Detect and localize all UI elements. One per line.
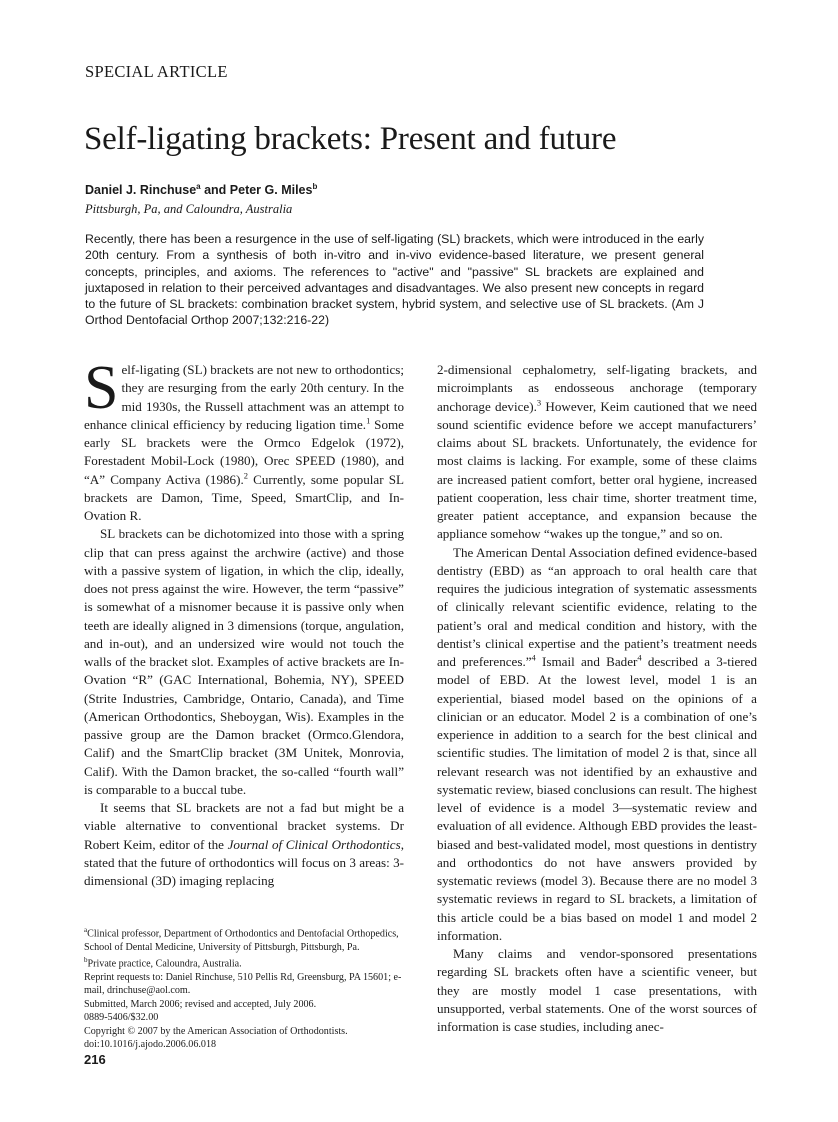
text-run: , stated that the future of orthodontics will focus on 3 areas: 3-dimensional (3D) imaging replacing: [84, 836, 404, 888]
body-column-right: [437, 361, 757, 1036]
text-run: However, Keim cautioned that we need sound scientific evidence before we accept manufacturers’ claims about SL brackets. Unfortunately, the evidence for most claims is lacking. For example, some of these claims are increased patient comfort, better oral hygiene, increased patient cooperation, less chair time, shorter treatment time, greater patient acceptance, and expansion because the appliance somehow “wakes up the tongue,” and so on.: [437, 398, 757, 542]
body-paragraph: [84, 799, 404, 890]
body-paragraph: [84, 354, 405, 525]
text-run: elf-ligating (SL) brackets are not new to orthodontics; they are resurging from the early 20th century. In the mid 1930s, the Russell attachment was an attempt to enhance clinical efficiency by reducing ligation time.: [84, 362, 405, 432]
author-affiliation: Pittsburgh, Pa, and Caloundra, Australia: [85, 202, 293, 216]
footnote-marker: a: [84, 926, 88, 934]
body-paragraph: [437, 544, 757, 946]
text-run: It seems that SL brackets are not a fad but might be a viable alternative to conventional bracket systems. Dr Robert Keim, editor of the: [84, 800, 404, 852]
author-name: Peter G. Miles: [229, 183, 313, 198]
citation-marker: 1: [366, 415, 371, 426]
citation-marker: 4: [637, 652, 642, 663]
author-name: Daniel J. Rinchuse: [85, 183, 197, 198]
citation-marker: 4: [531, 652, 536, 663]
footnote-marker: b: [84, 956, 88, 965]
issn: 0889-5406/$32.00: [84, 1012, 159, 1024]
drop-cap: S: [84, 354, 119, 422]
footnotes: [84, 924, 414, 1051]
text-run: SL brackets can be dichotomized into those with a spring clip that can press against the archwire (active) and those with a passive system of ligation, in which the clip, ideally, does not press against the wire. However, the term “passive” is somewhat of a misnomer because it is passive only when teeth are ideally aligned in 3 dimensions (torque, angulation, and in-out), and an undersized wire would not touch the walls of the bracket slot. Examples of active brackets are In-Ovation “R” (GAC International, Bohemia, NY), SPEED (Strite Industries, Cambridge, Ontario, Canada), and Time (American Orthodontics, Sheboygan, Wis). Examples in the passive group are the Damon bracket (Ormco.Glendora, Calif) and the SmartClip bracket (3M Unitek, Monrovia, Calif). With the Damon bracket, the so-called “fourth wall” is comparable to a buccal tube.: [84, 526, 404, 797]
footnote-b: [84, 954, 414, 971]
author-joiner: and: [200, 183, 230, 198]
citation-marker: 3: [536, 397, 542, 408]
footnote-text: Private practice, Caloundra, Australia.: [87, 958, 242, 970]
page-number: 216: [84, 1052, 106, 1067]
footnote-text: Clinical professor, Department of Orthodontics and Dentofacial Orthopedics, School of Dental Medicine, University of Pittsburgh, Pittsburgh, Pa.: [84, 928, 399, 953]
copyright: Copyright © 2007 by the American Association of Orthodontists.: [84, 1025, 348, 1037]
text-run: described a 3-tiered model of EBD. At the lowest level, model 1 is an experiential, biased model based on the opinions of a clinician or an educator. Model 2 is a combination of one’s experience in addition to a search for the best clinical and scientific studies. The limitation of model 2 is that, since all relevant research was not identified by an exhaustive and systematic review, biased conclusions can result. The highest level of evidence is a model 3—systematic review and evaluation of all evidence. Although EBD provides the least-biased and best-validated model, most questions in dentistry and orthodontics do not have answers provided by systematic reviews (model 3). Because there are no model 3 systematic reviews in regard to SL brackets, a limitation of this article could be a bias based on model 1 and model 2 information.: [437, 654, 757, 943]
reprint-requests: Reprint requests to: Daniel Rinchuse, 510 Pellis Rd, Greensburg, PA 15601; e-mail, drinchuse@aol.com.: [84, 971, 402, 997]
text-run: Currently, some popular SL brackets are Damon, Time, Speed, SmartClip, and In-Ovation R.: [84, 471, 404, 523]
body-paragraph: [437, 945, 757, 1036]
text-run: The American Dental Association defined evidence-based dentistry (EBD) as “an approach to oral health care that requires the judicious integration of systematic assessments of clinically relevant scientific evidence, relating to the patient’s oral and medical condition and history, with the dentist’s clinical expertise and the patient’s treatment needs and preferences.”: [437, 544, 757, 669]
citation-marker: 2: [243, 470, 248, 481]
section-label: SPECIAL ARTICLE: [85, 62, 228, 81]
abstract: Recently, there has been a resurgence in the use of self-ligating (SL) brackets, which were introduced in the early 20th century. From a synthesis of both in-vitro and in-vivo evidence-based literature, we present general concepts, principles, and axioms. The references to "active" and "passive" SL brackets are explained and juxtaposed in relation to their perceived advantages and disadvantages. We also present new concepts in regard to the future of SL brackets: combination bracket system, hybrid system, and selective use of SL brackets. (Am J Orthod Dentofacial Orthop 2007;132:216-22): [85, 232, 704, 328]
doi: doi:10.1016/j.ajodo.2006.06.018: [84, 1038, 217, 1050]
body-paragraph: [84, 525, 404, 799]
article-title: Self-ligating brackets: Present and future: [84, 121, 617, 157]
text-run: Ismail and Bader: [535, 654, 638, 669]
body-paragraph: [437, 361, 757, 544]
affiliation-marker: b: [312, 182, 318, 191]
text-run: 2-dimensional cephalometry, self-ligating brackets, and microimplants as endosseous anchorage (temporary anchorage device).: [437, 362, 757, 414]
authors: [85, 182, 317, 197]
text-run: Some early SL brackets were the Ormco Edgelok (1972), Forestadent Mobil-Lock (1980), Orec SPEED (1980), and “A” Company Activa (1986).: [84, 416, 404, 487]
text-run: Many claims and vendor-sponsored presentations regarding SL brackets often have a scientific veneer, but they are mostly model 1 case presentations, with unsupported, verbal statements. One of the worst sources of information is case studies, including anec-: [437, 946, 757, 1034]
affiliation-marker: a: [196, 182, 201, 191]
footnote-a: [84, 924, 414, 954]
italic-text: Journal of Clinical Orthodontics: [227, 836, 401, 852]
submission-dates: Submitted, March 2006; revised and accepted, July 2006.: [84, 998, 317, 1010]
body-column-left: [84, 354, 405, 890]
